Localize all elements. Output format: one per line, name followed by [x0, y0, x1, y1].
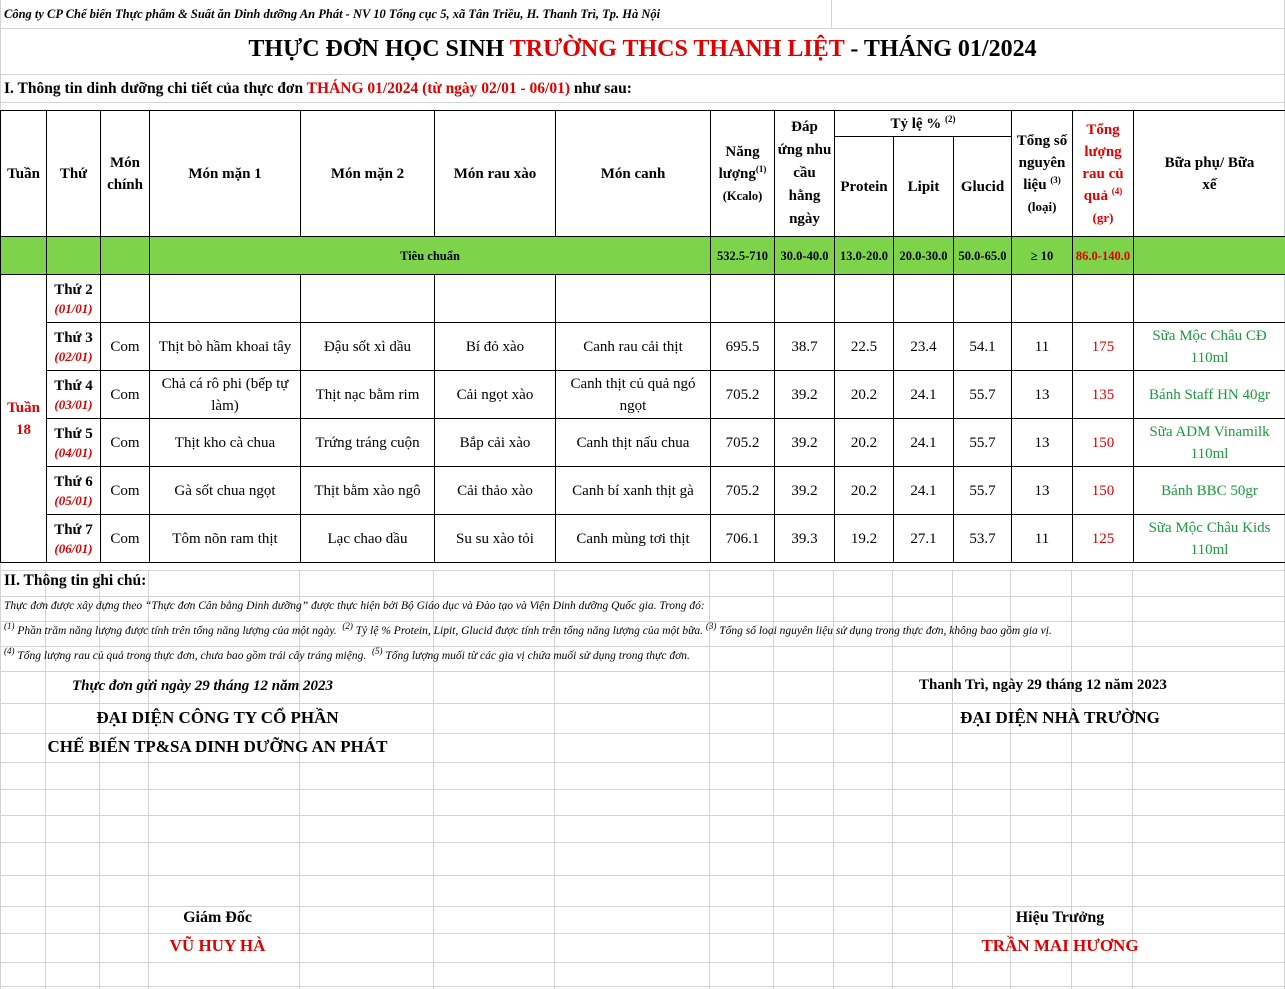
cell-canh: Canh thịt nấu chua [556, 419, 711, 467]
cell-glucid: 54.1 [954, 323, 1012, 371]
nang-luong-sup: (1) [755, 163, 767, 174]
cell-bua-phu [1134, 275, 1285, 323]
note-2-sup: (2) [342, 621, 353, 632]
left-rep-line-1: ĐẠI DIỆN CÔNG TY CỔ PHẦN [96, 708, 339, 727]
left-name: VŨ HUY HÀ [169, 936, 266, 955]
day-label: Thứ 2 [54, 281, 93, 298]
day-cell [47, 467, 101, 515]
cell-dap-ung: 39.2 [775, 419, 835, 467]
std-cell-thu [47, 237, 101, 275]
cell-mon-man-2 [301, 275, 435, 323]
day-date: (06/01) [54, 540, 93, 556]
section-2-heading: II. Thông tin ghi chú: [4, 572, 147, 589]
note-line-1 [4, 621, 1052, 637]
cell-tong-rau: 175 [1073, 323, 1134, 371]
cell-protein: 20.2 [835, 467, 894, 515]
cell-tong-so: 13 [1012, 467, 1073, 515]
cell-glucid: 53.7 [954, 515, 1012, 563]
cell-lipit: 27.1 [894, 515, 954, 563]
cell-mon-man-1: Gà sốt chua ngọt [150, 467, 301, 515]
header-mon-canh: Món canh [556, 111, 711, 237]
tong-so-sup: (3) [1050, 174, 1061, 185]
tong-so-unit: (loại) [1027, 198, 1057, 214]
cell-tong-so: 13 [1012, 419, 1073, 467]
note-5: Tổng lượng muối từ các gia vị chứa muối sử dụng trong thực đơn. [382, 650, 690, 662]
header-tuan: Tuần [1, 111, 47, 237]
table-row [1, 275, 1285, 323]
cell-lipit: 24.1 [894, 419, 954, 467]
day-date: (02/01) [54, 348, 93, 364]
day-cell [47, 419, 101, 467]
note-line-2 [4, 646, 690, 662]
section-1-heading [4, 80, 632, 98]
header-mon-rau-xao: Món rau xào [435, 111, 556, 237]
cell-rau-xao: Su su xào tỏi [435, 515, 556, 563]
day-label: Thứ 6 [54, 473, 93, 490]
menu-rows [1, 275, 1285, 563]
right-role: Hiệu Trưởng [1015, 909, 1105, 926]
cell-lipit: 23.4 [894, 323, 954, 371]
day-date: (01/01) [54, 300, 93, 316]
cell-canh: Canh bí xanh thịt gà [556, 467, 711, 515]
header-dap-ung: Đáp ứng nhu cầu hằng ngày [775, 111, 835, 237]
header-thu: Thứ [47, 111, 101, 237]
header-mon-man-1: Món mặn 1 [150, 111, 301, 237]
ty-le-sup: (2) [945, 113, 956, 124]
day-label: Thứ 5 [54, 425, 93, 442]
menu-table [0, 110, 1285, 563]
cell-rau-xao: Cải ngọt xào [435, 371, 556, 419]
cell-glucid: 55.7 [954, 467, 1012, 515]
title-part-3: - THÁNG 01/2024 [844, 36, 1037, 62]
week-cell: Tuần 18 [1, 275, 47, 563]
cell-dap-ung: 39.2 [775, 371, 835, 419]
cell-dap-ung: 38.7 [775, 323, 835, 371]
cell-dap-ung [775, 275, 835, 323]
cell-dap-ung: 39.3 [775, 515, 835, 563]
title-part-1: THỰC ĐƠN HỌC SINH [248, 36, 510, 62]
std-label: Tiêu chuẩn [150, 237, 711, 275]
cell-glucid: 55.7 [954, 419, 1012, 467]
standard-row [1, 237, 1285, 275]
header-tong-so [1012, 111, 1073, 237]
cell-tong-so: 13 [1012, 371, 1073, 419]
cell-nang-luong: 705.2 [711, 371, 775, 419]
cell-mon-chinh: Com [101, 467, 150, 515]
day-cell [47, 515, 101, 563]
left-rep-line-2: CHẾ BIẾN TP&SA DINH DƯỠNG AN PHÁT [47, 737, 388, 756]
cell-tong-rau: 125 [1073, 515, 1134, 563]
std-lipit: 20.0-30.0 [894, 237, 954, 275]
tong-rau-sup: (4) [1111, 185, 1123, 196]
day-label: Thứ 7 [54, 521, 93, 538]
cell-rau-xao: Cải thảo xào [435, 467, 556, 515]
header-ty-le: Tỷ lệ % $^{(2)}$ [835, 111, 1012, 137]
cell-mon-man-1: Chả cá rô phi (bếp tự làm) [150, 371, 301, 419]
std-tong-so: ≥ 10 [1012, 237, 1073, 275]
cell-mon-man-2: Trứng tráng cuộn [301, 419, 435, 467]
cell-glucid [954, 275, 1012, 323]
cell-canh: Canh thịt củ quả ngó ngọt [556, 371, 711, 419]
cell-protein: 22.5 [835, 323, 894, 371]
cell-nang-luong: 706.1 [711, 515, 775, 563]
cell-lipit [894, 275, 954, 323]
cell-tong-so [1012, 275, 1073, 323]
cell-protein [835, 275, 894, 323]
day-date: (05/01) [54, 492, 93, 508]
cell-lipit: 24.1 [894, 371, 954, 419]
cell-nang-luong: 695.5 [711, 323, 775, 371]
left-role: Giám Đốc [183, 909, 252, 926]
header-mon-chinh: Món chính [101, 111, 150, 237]
cell-rau-xao: Bắp cải xào [435, 419, 556, 467]
day-cell [47, 371, 101, 419]
header-bua-phu: Bữa phụ/ Bữa xế [1134, 111, 1285, 237]
cell-protein: 20.2 [835, 371, 894, 419]
place-date: Thanh Trì, ngày 29 tháng 12 năm 2023 [919, 677, 1167, 693]
day-cell [47, 323, 101, 371]
cell-mon-man-1: Thịt kho cà chua [150, 419, 301, 467]
section-1-highlight: THÁNG 01/2024 (từ ngày 02/01 - 06/01) [306, 80, 570, 97]
std-bua-phu [1134, 237, 1285, 275]
header-tong-rau [1073, 111, 1134, 237]
day-label: Thứ 4 [54, 377, 93, 394]
nang-luong-unit: (Kcalo) [722, 188, 763, 203]
table-row [1, 467, 1285, 515]
right-name: TRẦN MAI HƯƠNG [981, 936, 1139, 955]
sent-date: Thực đơn gửi ngày 29 tháng 12 năm 2023 [72, 678, 334, 694]
cell-tong-rau [1073, 275, 1134, 323]
cell-protein: 20.2 [835, 419, 894, 467]
cell-tong-rau: 135 [1073, 371, 1134, 419]
cell-mon-chinh: Com [101, 419, 150, 467]
cell-mon-chinh [101, 275, 150, 323]
cell-mon-man-2: Lạc chao dầu [301, 515, 435, 563]
day-label: Thứ 3 [54, 329, 93, 346]
section-1-suffix: như sau: [570, 80, 632, 97]
cell-mon-man-2: Thịt bằm xào ngô [301, 467, 435, 515]
cell-nang-luong [711, 275, 775, 323]
cell-bua-phu: Sữa Mộc Châu Kids 110ml [1134, 515, 1285, 563]
cell-bua-phu: Sữa Mộc Châu CĐ 110ml [1134, 323, 1285, 371]
company-header: Công ty CP Chế biến Thực phẩm & Suất ăn Dinh dưỡng An Phát - NV 10 Tổng cục 5, xã Tân Triều, H. Thanh Trì, Tp. Hà Nội [4, 7, 661, 21]
cell-tong-so: 11 [1012, 515, 1073, 563]
cell-mon-man-1 [150, 275, 301, 323]
header-mon-man-2: Món mặn 2 [301, 111, 435, 237]
note-3: Tổng số loại nguyên liệu sử dụng trong thực đơn, không bao gồm gia vị. [716, 625, 1052, 637]
cell-lipit: 24.1 [894, 467, 954, 515]
cell-mon-man-2: Thịt nạc bằm rim [301, 371, 435, 419]
tong-so-label: Tổng số nguyên liệu $^{(3)}$ [1016, 132, 1068, 193]
note-5-sup: (5) [371, 646, 383, 657]
note-1: Phần trăm năng lượng được tính trên tổng năng lượng của một ngày. [14, 625, 337, 637]
header-glucid: Glucid [954, 137, 1012, 237]
cell-mon-chinh: Com [101, 515, 150, 563]
std-cell-mon-chinh [101, 237, 150, 275]
note-intro: Thực đơn được xây dựng theo “Thực đơn Cân bằng Dinh dưỡng” được thực hiện bởi Bộ Giáo dục và Đào tạo và Viện Dinh dưỡng Quốc gia. Trong đó: [4, 600, 705, 612]
cell-protein: 19.2 [835, 515, 894, 563]
table-row [1, 371, 1285, 419]
header-lipit: Lipit [894, 137, 954, 237]
std-glucid: 50.0-65.0 [954, 237, 1012, 275]
std-tong-rau: 86.0-140.0 [1073, 237, 1134, 275]
cell-canh: Canh rau cải thịt [556, 323, 711, 371]
note-1-sup: (1) [4, 621, 15, 632]
table-row [1, 515, 1285, 563]
tong-rau-label: Tổng lượng rau củ quả $^{(4)}$ [1082, 121, 1124, 204]
std-dap-ung: 30.0-40.0 [775, 237, 835, 275]
std-nang-luong: 532.5-710 [711, 237, 775, 275]
header-protein: Protein [835, 137, 894, 237]
note-3-sup: (3) [705, 621, 717, 632]
cell-mon-man-1: Thịt bò hầm khoai tây [150, 323, 301, 371]
page-title [0, 36, 1285, 63]
note-4-sup: (4) [4, 646, 15, 657]
cell-mon-chinh: Com [101, 323, 150, 371]
cell-tong-rau: 150 [1073, 467, 1134, 515]
cell-canh [556, 275, 711, 323]
cell-tong-so: 11 [1012, 323, 1073, 371]
cell-canh: Canh mùng tơi thịt [556, 515, 711, 563]
cell-mon-man-1: Tôm nõn ram thịt [150, 515, 301, 563]
tong-rau-unit: (gr) [1092, 209, 1114, 225]
title-school: TRƯỜNG THCS THANH LIỆT [509, 36, 845, 62]
cell-mon-chinh: Com [101, 371, 150, 419]
nang-luong-label: Năng lượng$^{(1)}$ [718, 143, 767, 182]
day-date: (04/01) [54, 444, 93, 460]
cell-dap-ung: 39.2 [775, 467, 835, 515]
section-1-prefix: I. Thông tin dinh dưỡng chi tiết của thực đơn [4, 80, 307, 97]
cell-nang-luong: 705.2 [711, 467, 775, 515]
cell-rau-xao: Bí đỏ xào [435, 323, 556, 371]
day-date: (03/01) [54, 396, 93, 412]
table-row [1, 419, 1285, 467]
right-rep: ĐẠI DIỆN NHÀ TRƯỜNG [960, 708, 1160, 727]
cell-glucid: 55.7 [954, 371, 1012, 419]
std-cell-tuan [1, 237, 47, 275]
cell-rau-xao [435, 275, 556, 323]
header-nang-luong [711, 111, 775, 237]
day-cell [47, 275, 101, 323]
cell-bua-phu: Bánh BBC 50gr [1134, 467, 1285, 515]
cell-bua-phu: Bánh Staff HN 40gr [1134, 371, 1285, 419]
std-protein: 13.0-20.0 [835, 237, 894, 275]
note-4: Tổng lượng rau củ quả trong thực đơn, chưa bao gồm trái cây tráng miệng. [14, 650, 367, 662]
cell-nang-luong: 705.2 [711, 419, 775, 467]
note-2: Tỷ lệ % Protein, Lipit, Glucid được tính trên tổng năng lượng của một bữa. [352, 625, 704, 637]
cell-mon-man-2: Đậu sốt xì dầu [301, 323, 435, 371]
cell-bua-phu: Sữa ADM Vinamilk 110ml [1134, 419, 1285, 467]
table-row [1, 323, 1285, 371]
cell-tong-rau: 150 [1073, 419, 1134, 467]
